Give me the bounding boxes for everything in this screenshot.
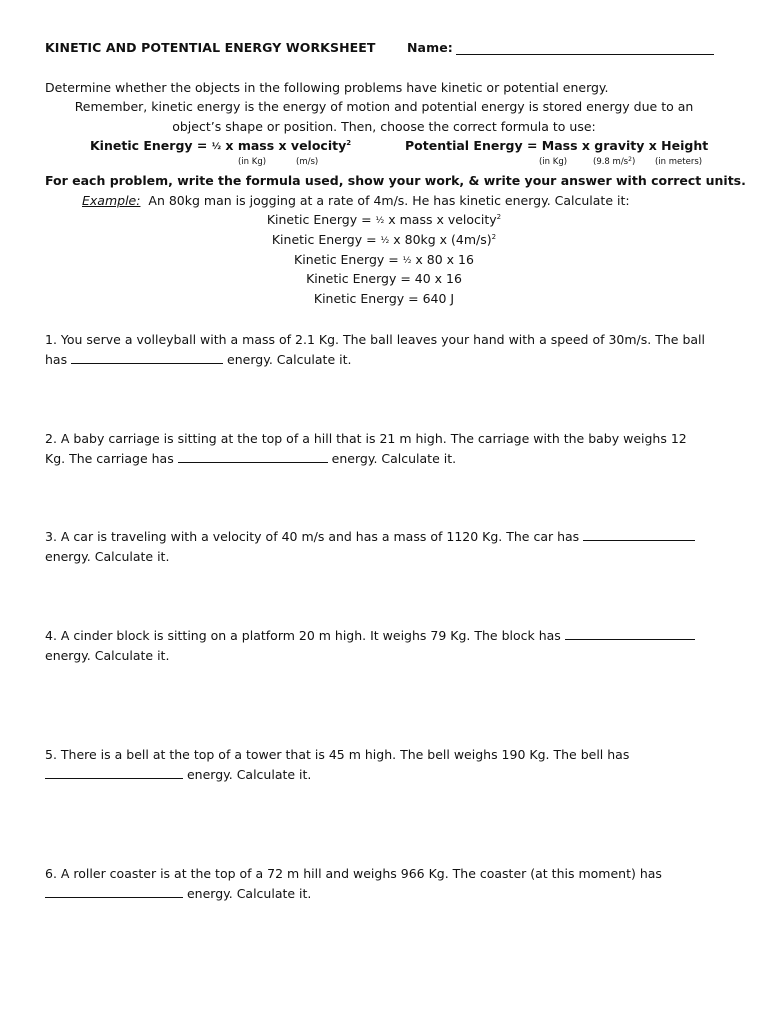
problem-1-line-2 — [45, 352, 351, 367]
kinetic-formula-lead: Kinetic Energy = — [90, 138, 212, 153]
name-label — [407, 40, 453, 55]
example-step-3 — [0, 252, 768, 267]
potential-formula: Potential Energy = Mass x gravity x Height — [405, 138, 709, 153]
problem-4-text: 4. A cinder block is sitting on a platform 20 m high. It weighs 79 Kg. The block has — [45, 628, 565, 643]
problem-2-line-2 — [45, 451, 456, 466]
intro-line-2: Remember, kinetic energy is the energy of motion and potential energy is stored energy due to an — [74, 99, 694, 114]
problem-2-answer-blank[interactable] — [178, 451, 328, 463]
problem-2-line-1: 2. A baby carriage is sitting at the top of a hill that is 21 m high. The carriage with the baby weighs 12 — [45, 431, 687, 446]
problem-2-pre: Kg. The carriage has — [45, 451, 178, 466]
step1-lead: Kinetic Energy = — [266, 212, 376, 227]
gravity-unit-text: (9.8 m/s — [593, 157, 629, 167]
step1-half: ½ — [375, 216, 385, 226]
problem-3-line-1 — [45, 529, 695, 544]
example-step-5: Kinetic Energy = 640 J — [313, 291, 455, 306]
step2-half: ½ — [380, 236, 390, 246]
problem-6-line-2 — [45, 886, 311, 901]
step2-lead: Kinetic Energy = — [271, 232, 381, 247]
step3-lead: Kinetic Energy = — [294, 252, 403, 267]
problem-4-line-2: energy. Calculate it. — [45, 648, 170, 663]
potential-gravity-unit — [593, 157, 635, 167]
step3-rest: x 80 x 16 — [411, 252, 474, 267]
problem-1-post: energy. Calculate it. — [223, 352, 352, 367]
problem-1-line-1: 1. You serve a volleyball with a mass of 2.1 Kg. The ball leaves your hand with a speed of 30m/s. The ball — [45, 332, 705, 347]
problem-3-answer-blank[interactable] — [583, 529, 695, 541]
problem-6-post: energy. Calculate it. — [183, 886, 312, 901]
kinetic-half: ½ — [211, 142, 222, 152]
step2-squared: 2 — [491, 233, 497, 241]
problem-5-line-2 — [45, 767, 311, 782]
example-step-1 — [0, 212, 768, 227]
step3-half: ½ — [402, 256, 412, 266]
example-intro — [82, 193, 630, 208]
example-step-2 — [0, 232, 768, 247]
example-step-4: Kinetic Energy = 40 x 16 — [306, 271, 462, 286]
gravity-squared: 2 — [628, 156, 632, 163]
problem-3-text: 3. A car is traveling with a velocity of 40 m/s and has a mass of 1120 Kg. The car has — [45, 529, 584, 544]
kinetic-formula — [90, 138, 351, 153]
title-text: KINETIC AND POTENTIAL ENERGY WORKSHEET — [45, 40, 376, 55]
problem-5-line-1: 5. There is a bell at the top of a tower that is 45 m high. The bell weighs 190 Kg. The bell has — [45, 747, 630, 762]
problem-4-answer-blank[interactable] — [565, 628, 695, 640]
problem-2-post: energy. Calculate it. — [327, 451, 457, 466]
problem-1-pre: has — [45, 352, 72, 367]
potential-mass-unit: (in Kg) — [539, 157, 568, 167]
step2-rest: x 80kg x (4m/s) — [389, 232, 492, 247]
problem-5-answer-blank[interactable] — [45, 767, 183, 779]
kinetic-velocity-unit: (m/s) — [296, 157, 319, 167]
step1-rest: x mass x velocity — [384, 212, 497, 227]
potential-height-unit: (in meters) — [655, 157, 703, 167]
example-text: An 80kg man is jogging at a rate of 4m/s. He has kinetic energy. Calculate it: — [148, 193, 630, 208]
problem-6-line-1: 6. A roller coaster is at the top of a 72 m hill and weighs 966 Kg. The coaster (at this moment) has — [45, 866, 662, 881]
example-label: Example: — [82, 193, 141, 208]
intro-line-1: Determine whether the objects in the following problems have kinetic or potential energy. — [45, 80, 609, 95]
problem-5-post: energy. Calculate it. — [183, 767, 312, 782]
intro-line-3: object’s shape or position. Then, choose the correct formula to use: — [172, 119, 596, 134]
instruction-line: For each problem, write the formula used, show your work, & write your answer with correct units. — [45, 173, 746, 188]
step1-squared: 2 — [496, 213, 502, 221]
gravity-unit-close: ) — [631, 157, 636, 167]
worksheet-title — [45, 40, 376, 55]
problem-3-line-2: energy. Calculate it. — [45, 549, 170, 564]
name-field[interactable] — [456, 40, 714, 55]
kinetic-mass-unit: (in Kg) — [238, 157, 267, 167]
problem-4-line-1 — [45, 628, 695, 643]
problem-1-answer-blank[interactable] — [71, 352, 223, 364]
problem-6-answer-blank[interactable] — [45, 886, 183, 898]
kinetic-squared: 2 — [346, 139, 352, 147]
kinetic-formula-rest: x mass x velocity — [221, 138, 347, 153]
name-label-text: Name: — [407, 40, 453, 55]
